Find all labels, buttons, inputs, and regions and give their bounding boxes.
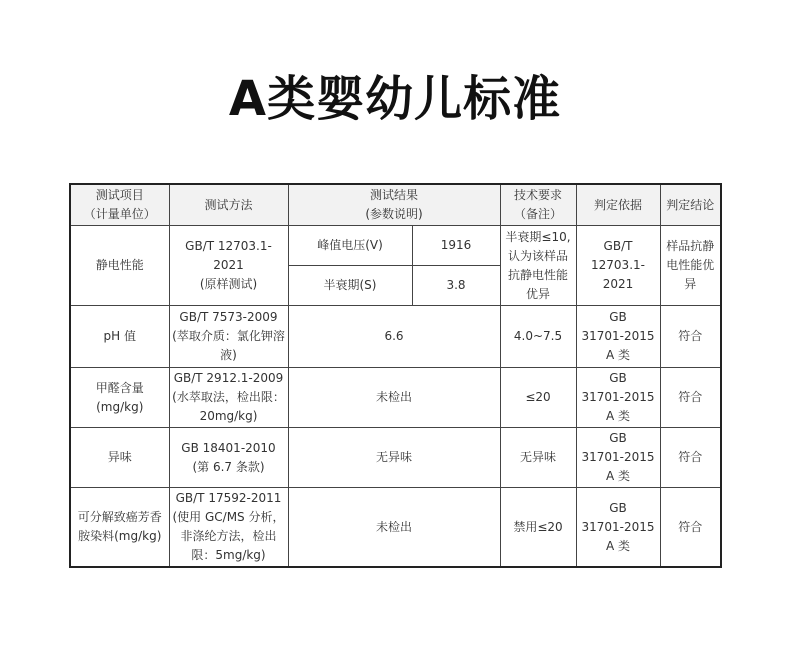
result-cell: 未检出 [288, 368, 500, 428]
requirement-cell: 半衰期≤10, 认为该样品 抗静电性能 优异 [500, 226, 576, 306]
table-row [70, 428, 721, 488]
table-row [70, 226, 721, 266]
header-basis: 判定依据 [576, 184, 660, 226]
method-cell: GB/T 2912.1-2009 (水萃取法，检出限： 20mg/kg) [169, 368, 288, 428]
item-cell: 甲醛含量 (mg/kg) [70, 368, 169, 428]
basis-cell: GB 31701-2015 A 类 [576, 306, 660, 368]
header-method: 测试方法 [169, 184, 288, 226]
conclusion-cell: 符合 [660, 488, 721, 568]
item-cell: 静电性能 [70, 226, 169, 306]
requirement-cell: 无异味 [500, 428, 576, 488]
method-cell: GB/T 12703.1-2021 (原样测试) [169, 226, 288, 306]
item-cell: 异味 [70, 428, 169, 488]
basis-cell: GB/T 12703.1-2021 [576, 226, 660, 306]
header-conclusion: 判定结论 [660, 184, 721, 226]
param-cell: 半衰期(S) [288, 266, 412, 306]
item-cell: pH 值 [70, 306, 169, 368]
method-cell: GB/T 7573-2009 (萃取介质：氯化钾溶 液) [169, 306, 288, 368]
basis-cell: GB 31701-2015 A 类 [576, 428, 660, 488]
result-cell: 无异味 [288, 428, 500, 488]
conclusion-cell: 符合 [660, 306, 721, 368]
requirement-cell: 禁用≤20 [500, 488, 576, 568]
basis-cell: GB 31701-2015 A 类 [576, 368, 660, 428]
requirement-cell: 4.0~7.5 [500, 306, 576, 368]
header-item: 测试项目 （计量单位） [70, 184, 169, 226]
requirement-cell: ≤20 [500, 368, 576, 428]
method-cell: GB 18401-2010 (第 6.7 条款) [169, 428, 288, 488]
table-row [70, 368, 721, 428]
value-cell: 3.8 [412, 266, 500, 306]
conclusion-cell: 样品抗静 电性能优 异 [660, 226, 721, 306]
header-result: 测试结果 (参数说明) [288, 184, 500, 226]
result-cell: 未检出 [288, 488, 500, 568]
conclusion-cell: 符合 [660, 368, 721, 428]
header-row [70, 184, 721, 226]
method-cell: GB/T 17592-2011 (使用 GC/MS 分析， 非涤纶方法，检出 限：5mg/kg) [169, 488, 288, 568]
value-cell: 1916 [412, 226, 500, 266]
item-cell: 可分解致癌芳香 胺染料(mg/kg) [70, 488, 169, 568]
table-row [70, 488, 721, 568]
test-results-table [69, 183, 722, 568]
page-title: A类婴幼儿标准 [228, 71, 562, 127]
conclusion-cell: 符合 [660, 428, 721, 488]
param-cell: 峰值电压(V) [288, 226, 412, 266]
table-row [70, 306, 721, 368]
result-cell: 6.6 [288, 306, 500, 368]
basis-cell: GB 31701-2015 A 类 [576, 488, 660, 568]
header-requirement: 技术要求 （备注） [500, 184, 576, 226]
